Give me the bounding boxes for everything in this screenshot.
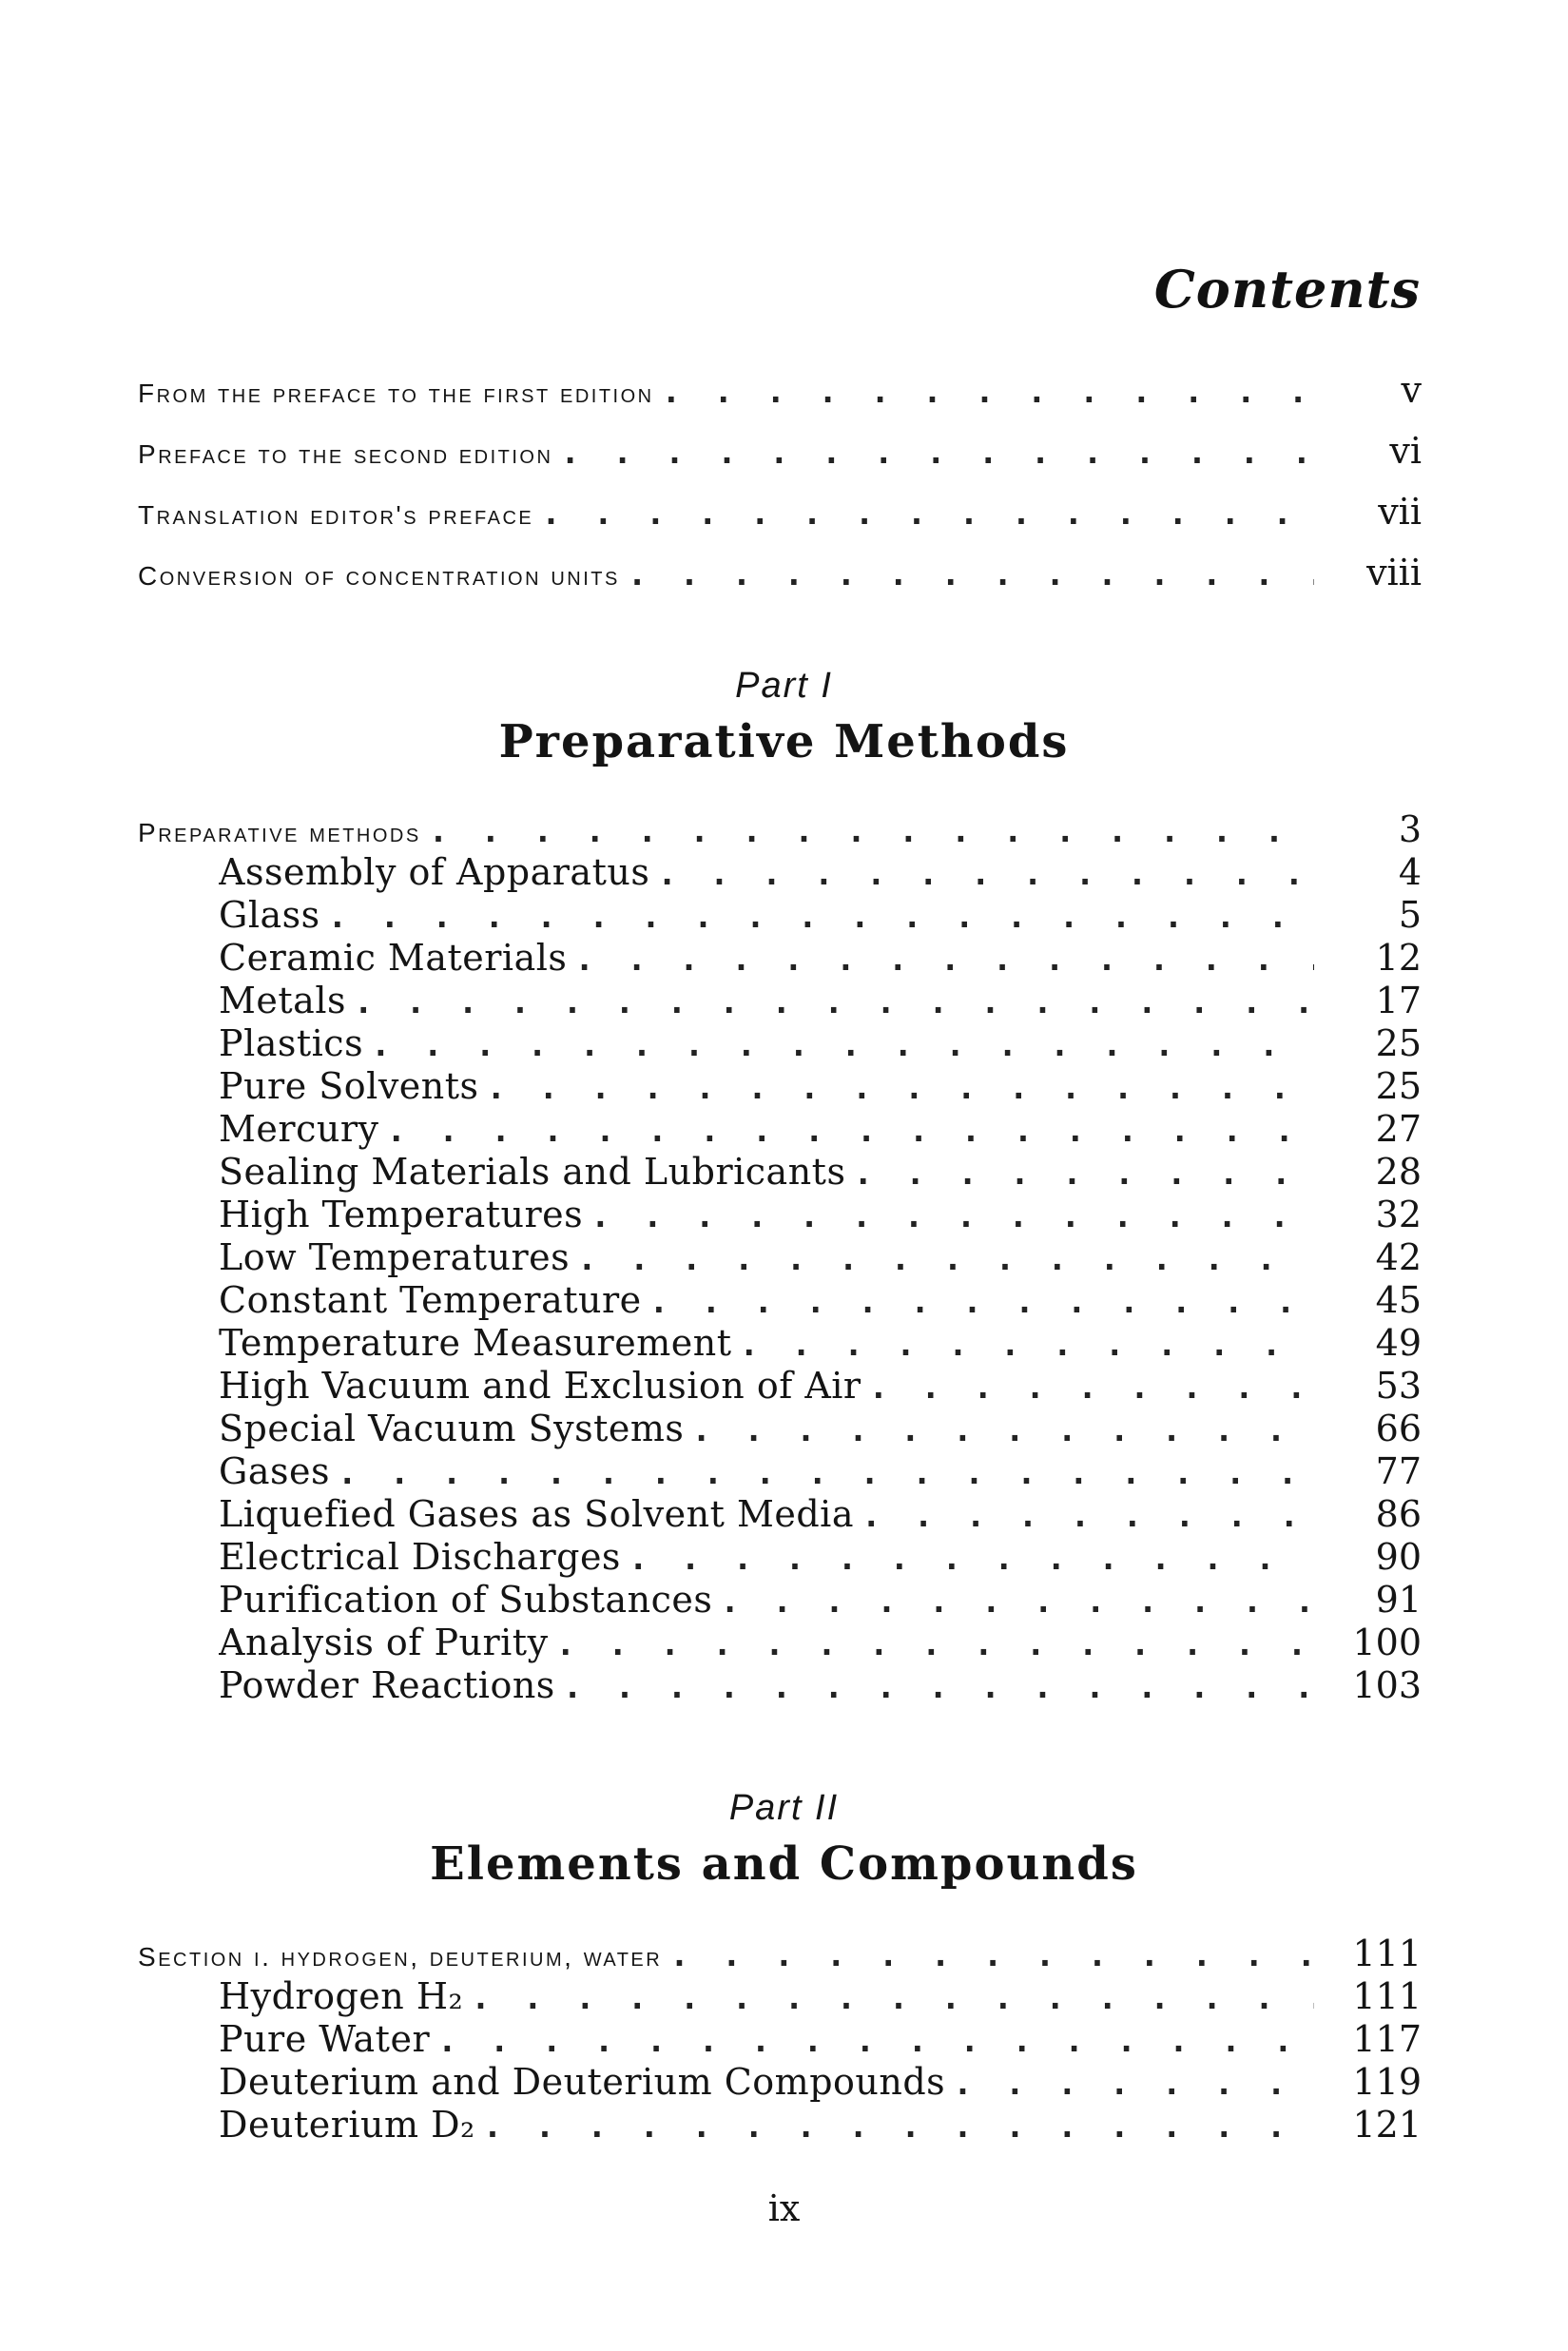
toc-entry-label: Pure Water bbox=[219, 2018, 437, 2060]
toc-entry-label: Special Vacuum Systems bbox=[219, 1408, 691, 1449]
leader-dots bbox=[649, 1283, 1314, 1321]
toc-entry-page: 121 bbox=[1352, 2104, 1422, 2146]
leader-dots bbox=[662, 373, 1314, 411]
toc-entry-label: Analysis of Purity bbox=[219, 1622, 556, 1663]
leader-dots bbox=[487, 1069, 1314, 1107]
toc-entry-page: 77 bbox=[1375, 1450, 1422, 1492]
toc-entry-page: 25 bbox=[1375, 1022, 1422, 1064]
toc-entry-label: Glass bbox=[219, 894, 328, 936]
leader-dots bbox=[574, 941, 1314, 979]
part-title: Elements and Compounds bbox=[430, 1837, 1138, 1891]
leader-dots bbox=[628, 555, 1314, 593]
toc-entry-label: High Vacuum and Exclusion of Air bbox=[219, 1365, 869, 1407]
toc-entry-label: Constant Temperature bbox=[219, 1279, 649, 1321]
toc-entry-page: 117 bbox=[1352, 2018, 1422, 2060]
toc-entry[interactable] bbox=[219, 1664, 1422, 1721]
leader-dots bbox=[720, 1583, 1314, 1621]
toc-entry-page: 100 bbox=[1352, 1622, 1422, 1663]
toc-entry-page: 86 bbox=[1375, 1493, 1422, 1535]
leader-dots bbox=[657, 855, 1314, 893]
toc-entry-label: Translation editor's preface bbox=[138, 500, 541, 531]
toc-entry-label: Low Temperatures bbox=[219, 1236, 577, 1278]
toc-entry-page: 90 bbox=[1375, 1536, 1422, 1578]
leader-dots bbox=[338, 1454, 1314, 1492]
toc-entry-page: 53 bbox=[1375, 1365, 1422, 1407]
leader-dots bbox=[953, 2065, 1314, 2103]
leader-dots bbox=[556, 1625, 1314, 1663]
toc-entry-page: viii bbox=[1366, 552, 1422, 593]
leader-dots bbox=[629, 1540, 1314, 1578]
toc-entry-page: 91 bbox=[1375, 1579, 1422, 1621]
leader-dots bbox=[371, 1026, 1314, 1064]
toc-entry-page: 49 bbox=[1375, 1322, 1422, 1364]
toc-entry-label: Assembly of Apparatus bbox=[219, 851, 657, 893]
toc-entry-page: vi bbox=[1389, 430, 1422, 472]
toc-entry-page: 25 bbox=[1375, 1065, 1422, 1107]
toc-entry-page: 5 bbox=[1398, 894, 1422, 936]
toc-entry-page: 119 bbox=[1352, 2061, 1422, 2103]
toc-entry-label: Powder Reactions bbox=[219, 1664, 563, 1706]
toc-entry-label: Mercury bbox=[219, 1108, 386, 1150]
toc-entry-page: vii bbox=[1378, 491, 1422, 533]
toc-entry-label: Liquefied Gases as Solvent Media bbox=[219, 1493, 861, 1535]
leader-dots bbox=[437, 2022, 1314, 2060]
leader-dots bbox=[853, 1155, 1314, 1193]
toc-entry[interactable] bbox=[138, 369, 1422, 426]
page-title: Contents bbox=[1153, 259, 1421, 320]
leader-dots bbox=[354, 983, 1314, 1021]
toc-entry[interactable] bbox=[138, 552, 1422, 609]
part-label: Part I bbox=[735, 666, 833, 706]
toc-entry-label: Purification of Substances bbox=[219, 1579, 720, 1621]
leader-dots bbox=[560, 434, 1314, 472]
toc-entry-label: Preface to the second edition bbox=[138, 439, 560, 470]
leader-dots bbox=[590, 1197, 1314, 1235]
toc-entry-page: 27 bbox=[1375, 1108, 1422, 1150]
toc-entry-label: Metals bbox=[219, 980, 354, 1021]
toc-entry-page: 45 bbox=[1375, 1279, 1422, 1321]
toc-entry-label: Section i. hydrogen, deuterium, water bbox=[138, 1942, 669, 1972]
leader-dots bbox=[739, 1326, 1314, 1364]
leader-dots bbox=[386, 1112, 1314, 1150]
toc-entry-page: 42 bbox=[1375, 1236, 1422, 1278]
toc-entry-page: 4 bbox=[1398, 851, 1422, 893]
toc-entry-page: 103 bbox=[1352, 1664, 1422, 1706]
leader-dots bbox=[577, 1240, 1314, 1278]
toc-entry-label: Plastics bbox=[219, 1022, 371, 1064]
toc-entry-page: 17 bbox=[1375, 980, 1422, 1021]
leader-dots bbox=[328, 898, 1314, 936]
toc-entry-page: 66 bbox=[1375, 1408, 1422, 1449]
toc-entry-label: From the preface to the first edition bbox=[138, 379, 662, 409]
leader-dots bbox=[541, 495, 1314, 533]
toc-entry-label: Hydrogen H₂ bbox=[219, 1975, 471, 2017]
leader-dots bbox=[691, 1411, 1314, 1449]
toc-entry-label: Deuterium and Deuterium Compounds bbox=[219, 2061, 953, 2103]
part-title: Preparative Methods bbox=[498, 715, 1070, 768]
toc-entry-page: 12 bbox=[1375, 937, 1422, 979]
toc-entry-page: v bbox=[1401, 369, 1422, 411]
page-number: ix bbox=[767, 2187, 801, 2229]
leader-dots bbox=[869, 1369, 1314, 1407]
toc-entry-page: 111 bbox=[1352, 1975, 1422, 2017]
toc-entry-page: 32 bbox=[1375, 1194, 1422, 1235]
leader-dots bbox=[861, 1497, 1314, 1535]
leader-dots bbox=[669, 1936, 1314, 1974]
toc-entry-page: 28 bbox=[1375, 1151, 1422, 1193]
toc-entry-label: Conversion of concentration units bbox=[138, 561, 628, 592]
toc-entry-label: Sealing Materials and Lubricants bbox=[219, 1151, 853, 1193]
leader-dots bbox=[429, 812, 1314, 850]
toc-entry-label: High Temperatures bbox=[219, 1194, 590, 1235]
leader-dots bbox=[483, 2108, 1314, 2146]
toc-entry-label: Pure Solvents bbox=[219, 1065, 487, 1107]
leader-dots bbox=[563, 1668, 1314, 1706]
leader-dots bbox=[471, 1979, 1314, 2017]
toc-entry-label: Deuterium D₂ bbox=[219, 2104, 483, 2146]
toc-entry-label: Gases bbox=[219, 1450, 338, 1492]
toc-entry[interactable] bbox=[138, 491, 1422, 548]
toc-entry-label: Electrical Discharges bbox=[219, 1536, 629, 1578]
part-label: Part II bbox=[728, 1788, 840, 1828]
toc-entry-label: Ceramic Materials bbox=[219, 937, 574, 979]
toc-entry-page: 111 bbox=[1352, 1933, 1422, 1974]
toc-entry[interactable] bbox=[219, 2104, 1422, 2161]
toc-entry-label: Preparative methods bbox=[138, 818, 429, 848]
toc-entry-page: 3 bbox=[1398, 808, 1422, 850]
toc-entry-label: Temperature Measurement bbox=[219, 1322, 739, 1364]
toc-entry[interactable] bbox=[138, 430, 1422, 487]
